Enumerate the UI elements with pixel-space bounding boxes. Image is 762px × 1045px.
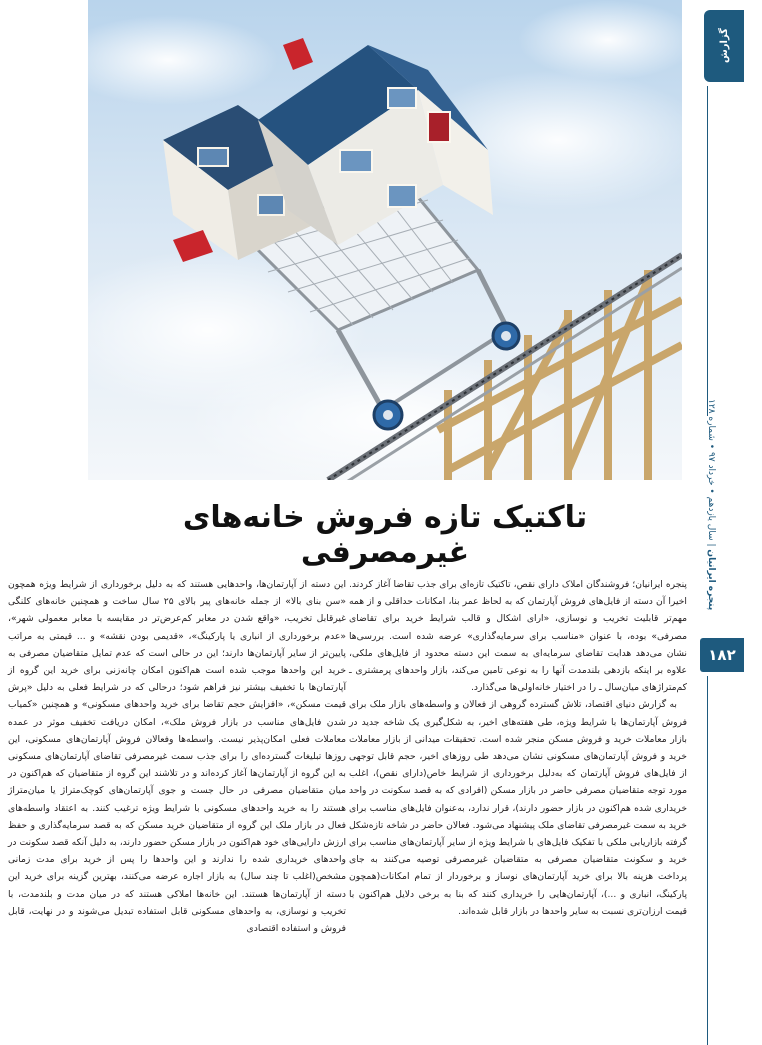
section-tab-label: گزارش	[718, 28, 730, 64]
hero-illustration	[88, 0, 682, 480]
paragraph: به گزارش دنیای اقتصاد، تلاش گسترده گروهی از فعالان و واسطه‌های بازار ملک برای فروش آپارتمان‌ها با شرایط ویژه، طی هفته‌های اخیر، به شکل‌گیری یک شاخه جدید در بازار معاملات خرید و فروش مسکن منجر شده است. تحقیقات میدانی از بازار معاملات خرید و فروش آپارتمان‌های مسکونی نشان می‌دهد طی روزهای اخیر، حجم قابل توجهی از فایل‌های فروش آپارتمان که به‌دلیل برخورداری از شرایط خاص(دارای نقص)، اغلب مورد توجه متقاضیان مصرفی حاضر در بازار مسکن (افرادی که به قصد سکونت در واحد خریداری شده هم‌اکنون در بازار حضور دارند)، قرار ندارد، به‌عنوان فایل‌های مناسب برای خرید به سمت غیرمصرفی تقاضای ملک پیشنهاد می‌شود. فعالان حاضر در شاخه تازه‌شکل گرفته بازاریابی ملکی با تفکیک فایل‌های با شرایط ویژه از سایر آپارتمان‌های مناسب برای خرید و سکونت متقاضیان مصرفی به متقاضیان غیرمصرفی توصیه می‌کنند به جای پرداخت هزینه بالا برای خرید آپارتمان‌های نوساز و برخوردار از تمام امکانات(همچون پارکینگ، انباری و ...)، آپارتمان‌هایی را خریداری کنند که بنا به برخی دلایل هم‌اکنون با قیمت ارزان‌تری نسبت به سایر واحدها در بازار قابل شده‌اند.	[349, 699, 687, 917]
body-column-right	[349, 576, 687, 920]
running-head: پنجره ایرانیان | سال یازدهم • خرداد ۹۷ • شماره ۱۲۸	[706, 398, 716, 610]
page-number: ۱۸۲	[700, 638, 744, 672]
margin-divider-bottom	[707, 676, 708, 1045]
paragraph: پنجره ایرانیان؛ فروشندگان املاک دارای نقص، تاکتیک تازه‌ای برای جذب تقاضا آغاز کردند. اخیرا آن دسته از فایل‌های فروش آپارتمان که به لحاظ عمر بنا، امکانات حداقلی و از همه مهم‌تر قابلیت تخریب و نوسازی، «ارای اشکال و قالب شرایط خرید برای تقاضای مصرفی» بوده‌، با عنوان «مناسب برای سرمایه‌گذاری» عرضه شده است. بررسی‌ها نشان می‌دهد هدایت تقاضای سرمایه‌ای به سمت این دسته محدود از فایل‌های ملکی، علاوه بر اینکه بازدهی بلندمدت آنها را به نوعی تامین می‌کند، بازار واحدهای پرمشتری ـ کم‌متراژهای میان‌سال ـ را در اختیار خانه‌اولی‌ها می‌گذارد.	[349, 579, 687, 694]
paragraph: این دسته از آپارتمان‌ها، واحدهایی هستند که به دلیل برخورداری از شرایط ویژه همچون «سن بنای بالا» از جمله خانه‌های پیر بالای ۲۵ سال ساخت و همچنین خانه‌های کلنگی غیرقابل تخریب، «واقع شدن در معابر کم‌عرض‌تر در مقایسه با معابر معمولی شهر»، «عدم برخورداری از انباری یا پارکینگ»، «قدیمی بودن نقشه» و ... قیمتی به مراتب پایین‌تر از سایر آپارتمان‌ها دارند؛ این در حالی است که عدم تمایل متقاضیان مصرفی به خرید این واحدها موجب شده است هم‌اکنون امکان چانه‌زنی برای خرید این گروه از آپارتمان‌ها با تخفیف بیشتر نیز فراهم شود؛ درحالی که در شرایط فعلی به دلیل «پرش قیمت مسکن»، «افزایش حجم تقاضا برای خرید واحدهای مسکونی» و همچنین «کمیاب شدن فایل‌های مناسب در بازار فروش ملک»، امکان دریافت تخفیف موثر در عمده معاملات فعلی امکان‌پذیر نیست. واسطه‌ها وفعالان فروش آپارتمان‌های مسکونی، این روزها تبلیغات گسترده‌ای را برای جذب سمت غیرمصرفی تقاضای آپارتمان‌های مسکونی به این گروه از آپارتمان‌ها آغاز کرده‌اند و در تلاشند این گروه از متقاضیان که هم‌اکنون در میان متقاضیان مصرفی در حال جست و جوی آپارتمان‌های کوچک‌متراژ یا میان‌متراژ هستند را به خرید واحدهای مسکونی با شرایط ویژه ترغیب کنند. به اعتقاد واسطه‌های فعال در بازار ملک این گروه از متقاضیان خرید مسکن که به قصد سرمایه‌گذاری و حفظ ارزش دارایی‌های خود هم‌اکنون در بازار مسکن حضور دارند، به دلیل آنکه قصد سکونت در واحدهای خریداری شده را ندارند و این واحدها را پس از خرید برای مدت زمانی مشخص(اغلب تا چند سال) به بازار اجاره عرضه می‌کنند، بهترین گزینه برای خرید این دسته از آپارتمان‌ها هستند. این خانه‌ها املاکی هستند که در میان مدت و بلندمدت، با تخریب و نوسازی، به واحدهای مسکونی قابل استفاده تبدیل می‌شوند و در نهایت، قابل فروش و استفاده اقتصادی	[8, 579, 346, 935]
magazine-name: پنجره ایرانیان	[706, 549, 716, 610]
section-tab	[704, 10, 744, 82]
issue-details: سال یازدهم • خرداد ۹۷ • شماره ۱۲۸	[706, 398, 716, 541]
body-column-left	[8, 576, 346, 937]
article-title: تاکتیک تازه فروش خانه‌های غیرمصرفی	[182, 500, 588, 570]
margin-divider-top	[707, 86, 708, 416]
